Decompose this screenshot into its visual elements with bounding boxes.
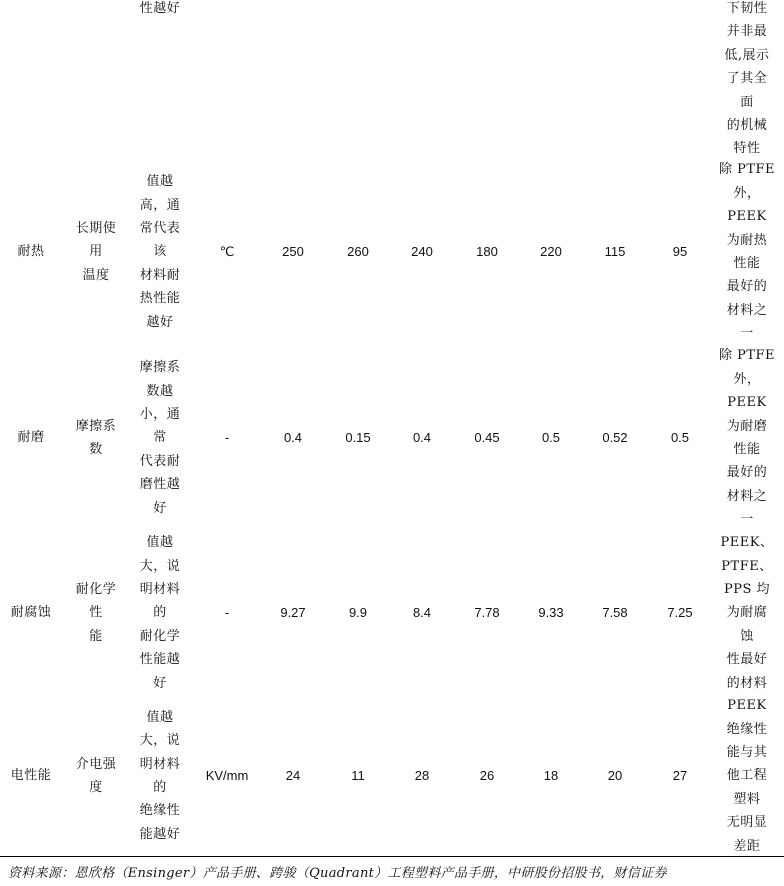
top-fragment-meaning <box>120 0 200 20</box>
meaning-cell-line: 明材料 <box>139 756 181 772</box>
note-cell-line: 绝缘性 <box>726 721 768 737</box>
meaning-cell-line: 磨性越 <box>139 477 181 493</box>
value-cell: 26 <box>479 768 495 783</box>
meaning-cell-line: 好 <box>153 675 167 691</box>
unit-cell: ℃ <box>219 244 235 259</box>
note-cell-line: PEEK、 <box>720 535 774 551</box>
note-cell-line: PEEK <box>727 209 767 225</box>
note-cell-line: 为耐热 <box>726 232 768 248</box>
note-cell <box>707 344 784 531</box>
note-cell <box>707 158 784 345</box>
note-cell-line: 蚀 <box>740 628 754 644</box>
meaning-cell-line: 代表耐 <box>139 453 181 469</box>
note-cell-line: 材料之 <box>726 302 768 318</box>
note-cell-line: 除 PTFE <box>718 348 776 364</box>
meaning-cell-line: 值越 <box>146 535 174 551</box>
meaning-cell-line: 值越 <box>146 174 174 190</box>
value-cell: 0.52 <box>602 430 628 445</box>
meaning-cell-line: 性能越 <box>139 652 181 668</box>
top-fragment-note-line: 特性 <box>733 141 761 157</box>
meaning-cell <box>120 170 200 334</box>
meaning-cell-line: 能越好 <box>139 826 181 842</box>
meaning-cell <box>120 356 200 520</box>
item-cell-line: 介电强 <box>75 756 117 772</box>
value-cell: 28 <box>414 768 430 783</box>
meaning-cell-line: 高，通 <box>139 197 181 213</box>
note-cell-line: PTFE、 <box>721 558 773 574</box>
value-cell: 0.45 <box>474 430 500 445</box>
note-cell-line: PEEK <box>727 698 767 714</box>
note-cell-line: 为耐腐 <box>726 605 768 621</box>
value-cell: 95 <box>672 244 688 259</box>
table-bottom-rule <box>0 856 784 857</box>
top-fragment-note-line: 并非最 <box>726 24 768 40</box>
value-cell: 9.33 <box>538 605 564 620</box>
meaning-cell-line: 绝缘性 <box>139 803 181 819</box>
value-cell: 20 <box>607 768 623 783</box>
category-cell-line: 耐腐蚀 <box>10 605 52 621</box>
note-cell-line: 能与其 <box>726 744 768 760</box>
value-cell: 11 <box>351 768 365 783</box>
item-cell-line: 用 <box>89 244 103 260</box>
meaning-cell-line: 的 <box>153 780 167 796</box>
meaning-cell <box>120 706 200 846</box>
meaning-cell-line: 材料耐 <box>139 267 181 283</box>
source-note: 资料来源：恩欣格（Ensinger）产品手册、跨骏（Quadrant）工程塑料产品手册，中研股份招股书，财信证券 <box>8 866 667 881</box>
top-fragment-note-line: 下韧性 <box>726 1 768 16</box>
item-cell-line: 度 <box>89 780 103 795</box>
value-cell: 180 <box>476 244 498 259</box>
meaning-cell-line: 常 <box>153 430 167 446</box>
value-cell: 250 <box>282 244 304 259</box>
value-cell: 0.4 <box>283 430 303 445</box>
unit-cell: KV/mm <box>205 768 249 783</box>
note-cell-line: 的材料 <box>726 675 768 691</box>
value-cell: 240 <box>411 244 433 259</box>
item-cell-line: 长期使 <box>75 220 117 236</box>
note-cell-line: 一 <box>740 512 754 528</box>
value-cell: 7.25 <box>667 605 693 620</box>
top-fragment-note-line: 的机械 <box>726 118 768 134</box>
value-cell: 9.9 <box>348 605 368 620</box>
top-fragment-note-line: 了其全 <box>726 71 768 87</box>
note-cell-line: 他工程 <box>726 768 768 784</box>
note-cell-line: 塑料 <box>733 791 761 807</box>
category-cell-line: 耐热 <box>17 244 45 260</box>
value-cell: 27 <box>672 768 688 783</box>
top-fragment-note-line: 低,展示 <box>724 47 770 63</box>
note-cell-line: 除 PTFE <box>718 162 776 178</box>
value-cell: 0.4 <box>412 430 432 445</box>
item-cell-line: 摩擦系 <box>75 418 117 434</box>
value-cell: 220 <box>540 244 562 259</box>
category-cell-line: 耐磨 <box>17 430 45 446</box>
value-cell: 24 <box>285 768 301 783</box>
top-fragment-note <box>707 0 784 161</box>
note-cell-line: 性能 <box>733 256 761 272</box>
note-cell-line: 差距 <box>733 838 761 854</box>
value-cell: 18 <box>543 768 559 783</box>
note-cell-line: 外， <box>733 371 761 387</box>
value-cell: 0.15 <box>345 430 371 445</box>
value-cell: 8.4 <box>412 605 432 620</box>
item-cell-line: 能 <box>89 628 103 644</box>
meaning-cell-line: 越好 <box>146 314 174 330</box>
note-cell-line: 材料之 <box>726 488 768 504</box>
category-cell-line: 电性能 <box>10 768 52 784</box>
note-cell-line: 性能 <box>733 442 761 458</box>
meaning-cell-line: 的 <box>153 605 167 621</box>
meaning-cell-line: 热性能 <box>139 291 181 307</box>
value-cell: 0.5 <box>541 430 561 445</box>
value-cell: 0.5 <box>670 430 690 445</box>
meaning-cell-line: 数越 <box>146 383 174 399</box>
note-cell-line: 为耐磨 <box>726 418 768 434</box>
value-cell: 7.78 <box>474 605 500 620</box>
note-cell-line: PPS 均 <box>723 581 771 597</box>
value-cell: 115 <box>604 244 626 259</box>
unit-cell: - <box>224 430 230 445</box>
item-cell-line: 耐化学 <box>75 581 117 597</box>
note-cell <box>707 531 784 695</box>
meaning-cell-line: 明材料 <box>139 581 181 597</box>
item-cell-line: 温度 <box>82 267 110 283</box>
meaning-cell-line: 大，说 <box>139 733 181 749</box>
top-fragment-meaning-line: 性越好 <box>139 1 181 16</box>
meaning-cell-line: 值越 <box>146 709 174 725</box>
unit-cell: - <box>224 605 230 620</box>
note-cell-line: PEEK <box>727 395 767 411</box>
item-cell-line: 性 <box>89 605 103 621</box>
value-cell: 9.27 <box>280 605 306 620</box>
note-cell-line: 最好的 <box>726 465 768 481</box>
note-cell-line: 性最好 <box>726 652 768 668</box>
item-cell-line: 数 <box>89 442 103 457</box>
note-cell-line: 外， <box>733 185 761 201</box>
note-cell-line: 最好的 <box>726 279 768 295</box>
meaning-cell-line: 大，说 <box>139 558 181 574</box>
meaning-cell-line: 小，通 <box>139 406 181 422</box>
meaning-cell-line: 耐化学 <box>139 628 181 644</box>
meaning-cell-line: 该 <box>153 244 167 260</box>
note-cell <box>707 694 784 858</box>
meaning-cell-line: 好 <box>153 500 167 516</box>
note-cell-line: 无明显 <box>726 815 768 831</box>
note-cell-line: 一 <box>740 326 754 342</box>
meaning-cell-line: 摩擦系 <box>139 360 181 376</box>
value-cell: 260 <box>347 244 369 259</box>
top-fragment-note-line: 面 <box>740 94 754 110</box>
value-cell: 7.58 <box>602 605 628 620</box>
meaning-cell <box>120 531 200 695</box>
meaning-cell-line: 常代表 <box>139 220 181 236</box>
